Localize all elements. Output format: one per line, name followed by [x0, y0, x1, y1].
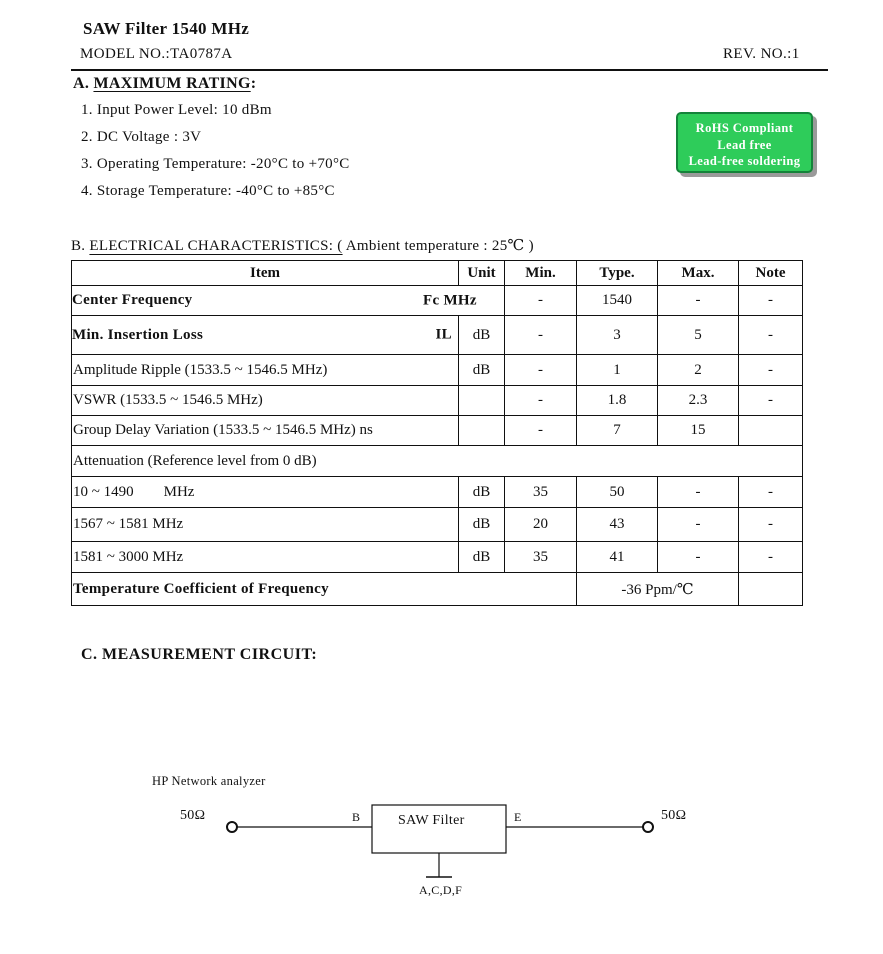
max-cell: - — [658, 542, 739, 573]
right-terminal — [643, 822, 653, 832]
note-cell: - — [739, 386, 803, 416]
note-cell: - — [739, 355, 803, 386]
rohs-line: Lead free — [717, 137, 772, 152]
value-cell: -36 Ppm/℃ — [577, 573, 739, 606]
min-cell: - — [505, 386, 577, 416]
unit-cell: dB — [459, 508, 505, 542]
column-header: Max. — [658, 261, 739, 286]
port-in-label: B — [352, 810, 361, 824]
rating-item: 4. Storage Temperature: -40°C to +85°C — [81, 183, 335, 199]
ground-pins-label: A,C,D,F — [419, 883, 463, 897]
typ-cell: 1540 — [577, 286, 658, 316]
typ-cell: 41 — [577, 542, 658, 573]
typ-cell: 50 — [577, 477, 658, 508]
rohs-line: RoHS Compliant — [695, 121, 794, 135]
min-cell: - — [505, 316, 577, 355]
item-cell: 10 ~ 1490 MHz — [72, 477, 459, 508]
min-cell: - — [505, 416, 577, 446]
typ-cell: 3 — [577, 316, 658, 355]
revision-number: REV. NO.:1 — [723, 46, 800, 62]
max-cell: 2.3 — [658, 386, 739, 416]
max-cell: 15 — [658, 416, 739, 446]
min-cell: - — [505, 355, 577, 386]
saw-filter-label: SAW Filter — [398, 813, 465, 828]
note-cell: - — [739, 316, 803, 355]
left-terminal — [227, 822, 237, 832]
column-header: Min. — [505, 261, 577, 286]
item-label: Min. Insertion Loss — [72, 326, 204, 343]
section-b-suffix: Ambient temperature : 25℃ ) — [342, 238, 534, 254]
note-cell: - — [739, 542, 803, 573]
typ-cell: 7 — [577, 416, 658, 446]
document-title: SAW Filter 1540 MHz — [83, 19, 250, 38]
max-cell: 5 — [658, 316, 739, 355]
note-cell: - — [739, 508, 803, 542]
section-a-letter: A. — [73, 75, 90, 92]
item-symbol: IL — [435, 326, 452, 343]
rating-item: 2. DC Voltage : 3V — [81, 129, 202, 145]
section-c-heading: C. MEASUREMENT CIRCUIT: — [81, 646, 318, 663]
section-a-colon: : — [250, 75, 257, 92]
rating-item: 1. Input Power Level: 10 dBm — [81, 102, 272, 118]
note-cell: - — [739, 286, 803, 316]
unit-cell: dB — [459, 477, 505, 508]
item-cell: VSWR (1533.5 ~ 1546.5 MHz) — [72, 386, 459, 416]
rohs-line: Lead-free soldering — [688, 154, 801, 168]
note-cell: - — [739, 477, 803, 508]
item-cell: Temperature Coefficient of Frequency — [72, 573, 577, 606]
port-out-label: E — [514, 810, 522, 824]
column-header: Note — [739, 261, 803, 286]
right-impedance-label: 50Ω — [661, 808, 687, 823]
analyzer-label: HP Network analyzer — [152, 774, 266, 788]
typ-cell: 1.8 — [577, 386, 658, 416]
unit-cell: dB — [459, 316, 505, 355]
typ-cell: 43 — [577, 508, 658, 542]
min-cell: 20 — [505, 508, 577, 542]
column-header: Item — [72, 261, 459, 286]
unit-cell: dB — [459, 542, 505, 573]
min-cell: 35 — [505, 477, 577, 508]
max-cell: - — [658, 477, 739, 508]
item-label: Center Frequency — [72, 292, 193, 308]
item-cell: Group Delay Variation (1533.5 ~ 1546.5 MHz) ns — [72, 416, 459, 446]
column-header: Type. — [577, 261, 658, 286]
max-cell: - — [658, 508, 739, 542]
attenuation-group-cell: Attenuation (Reference level from 0 dB) — [72, 446, 803, 477]
min-cell: 35 — [505, 542, 577, 573]
rating-item: 3. Operating Temperature: -20°C to +70°C — [81, 156, 350, 172]
item-symbol: Fc MHz — [423, 292, 477, 308]
model-number: MODEL NO.:TA0787A — [80, 46, 233, 62]
item-cell: 1567 ~ 1581 MHz — [72, 508, 459, 542]
unit-cell: dB — [459, 355, 505, 386]
left-impedance-label: 50Ω — [180, 808, 206, 823]
item-cell: Amplitude Ripple (1533.5 ~ 1546.5 MHz) — [72, 355, 459, 386]
max-cell: - — [658, 286, 739, 316]
saw-filter-box — [372, 805, 506, 853]
min-cell: - — [505, 286, 577, 316]
section-b-letter: B. — [71, 238, 86, 254]
section-b-title: ELECTRICAL CHARACTERISTICS: ( — [89, 238, 343, 254]
column-header: Unit — [459, 261, 505, 286]
section-a-title: MAXIMUM RATING — [93, 75, 251, 92]
max-cell: 2 — [658, 355, 739, 386]
typ-cell: 1 — [577, 355, 658, 386]
item-cell: 1581 ~ 3000 MHz — [72, 542, 459, 573]
